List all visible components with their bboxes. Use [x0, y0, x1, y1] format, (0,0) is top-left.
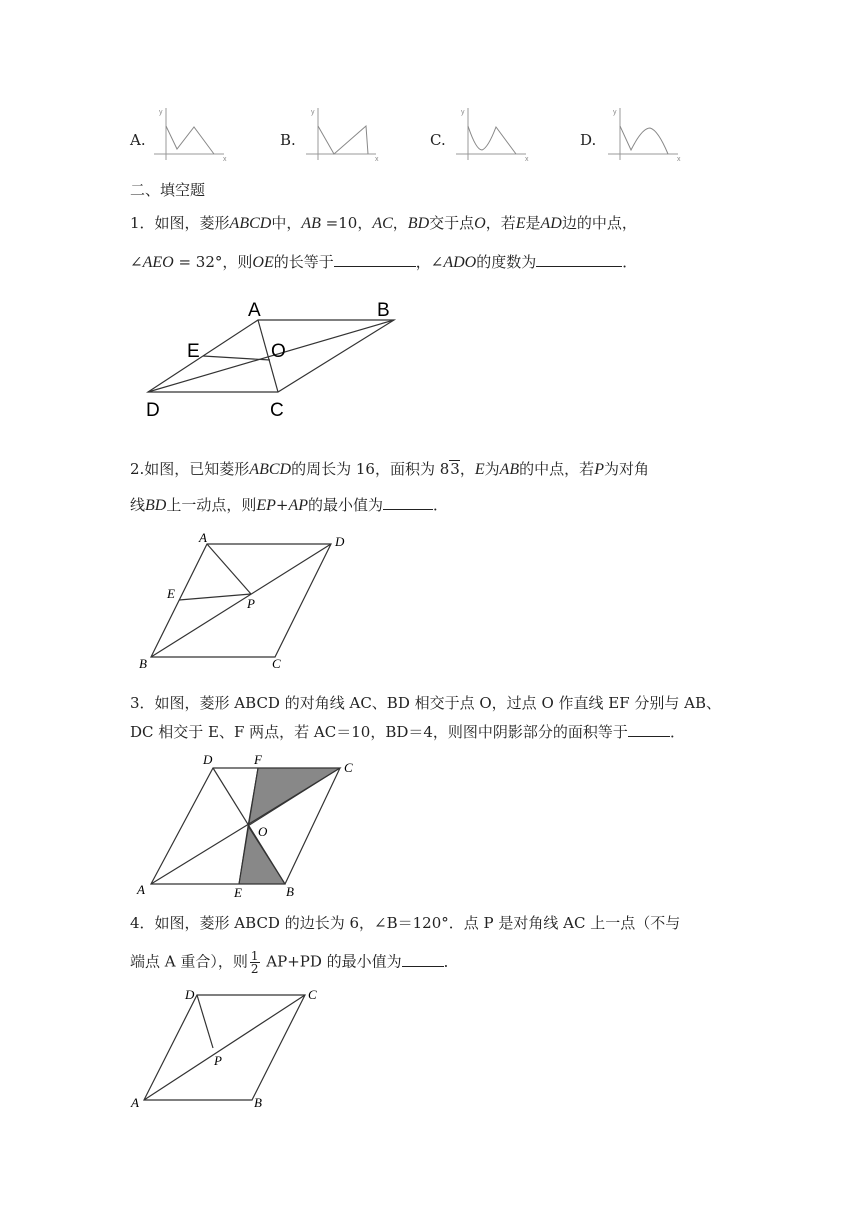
q3-label-e: E [234, 885, 242, 900]
q2-line2: 线BD上一动点，则EP+AP的最小值为 ． [130, 496, 449, 514]
q4-label-d: D [185, 987, 195, 1002]
q4-line2: 端点 A 重合），则 $\frac{1}{2}$ AP+PD 的最小值为 ． [130, 949, 459, 976]
q1-line2: ∠AEO = 32°，则OE的长等于 ，∠ADO的度数为 ． [130, 253, 638, 271]
q1-label-b: B [377, 300, 390, 321]
q1-label-a: A [248, 300, 261, 321]
q1-figure [130, 290, 410, 430]
q2-label-d: D [335, 534, 345, 549]
option-a-graph [150, 104, 230, 164]
option-b-x-sign: x [375, 156, 379, 163]
q1-label-c: C [270, 400, 284, 421]
q4-line1: 4．如图，菱形 ABCD 的边长为 6，∠B＝120°．点 P 是对角线 AC 上一点（不与 [130, 914, 681, 932]
option-b-y-sign: y [311, 109, 315, 116]
q1-blank-1[interactable] [334, 252, 416, 267]
q4-label-b: B [254, 1095, 262, 1110]
q3-label-o: O [258, 824, 268, 839]
option-d-x-sign: x [677, 156, 681, 163]
option-d-label: D. [580, 131, 597, 149]
option-b-graph [302, 104, 382, 164]
q4-label-c: C [308, 987, 317, 1002]
option-c-graph [452, 104, 532, 164]
q3-figure [130, 750, 365, 900]
option-c-y-sign: y [461, 109, 465, 116]
option-c-x-sign: x [525, 156, 529, 163]
q4-label-a: A [131, 1095, 139, 1110]
q2-label-c: C [272, 656, 281, 671]
q4-label-p: P [214, 1053, 222, 1068]
q1-label-o: O [271, 341, 286, 362]
q2-label-p: P [247, 596, 255, 611]
q3-label-d: D [203, 752, 213, 767]
option-a-x-sign: x [223, 156, 227, 163]
q3-label-a: A [137, 882, 145, 897]
q2-label-e: E [167, 586, 175, 601]
q3-blank[interactable] [628, 722, 670, 737]
q4-blank[interactable] [402, 952, 444, 967]
option-d-y-sign: y [613, 109, 617, 116]
section-title: 二、填空题 [130, 181, 206, 199]
q3-label-b: B [286, 884, 294, 899]
q1-label-d: D [146, 400, 160, 421]
q3-label-c: C [344, 760, 353, 775]
q2-label-b: B [139, 656, 147, 671]
q1-blank-2[interactable] [536, 252, 622, 267]
q2-label-a: A [199, 530, 207, 545]
q1-label-e: E [187, 341, 200, 362]
q3-line2: DC 相交于 E、F 两点，若 AC＝10，BD＝4，则图中阴影部分的面积等于 ． [130, 723, 685, 741]
option-a-y-sign: y [159, 109, 163, 116]
q2-figure [130, 528, 360, 673]
q2-line1: 2.如图，已知菱形ABCD的周长为 16，面积为 83，E为AB的中点，若P为对角 [130, 460, 649, 478]
option-b-label: B. [280, 131, 296, 149]
q1-line1: 1．如图，菱形ABCD中，AB =10，AC，BD交于点O，若E是AD边的中点， [130, 214, 637, 232]
q4-fraction: $\frac{1}{2}$ [250, 949, 259, 976]
q3-label-f: F [254, 752, 262, 767]
option-a-label: A. [130, 131, 146, 149]
option-d-graph [604, 104, 684, 164]
q2-blank[interactable] [383, 495, 433, 510]
option-c-label: C. [430, 131, 446, 149]
q3-line1: 3．如图，菱形 ABCD 的对角线 AC、BD 相交于点 O，过点 O 作直线 EF 分别与 AB、 [130, 694, 722, 712]
q4-figure [130, 985, 330, 1115]
